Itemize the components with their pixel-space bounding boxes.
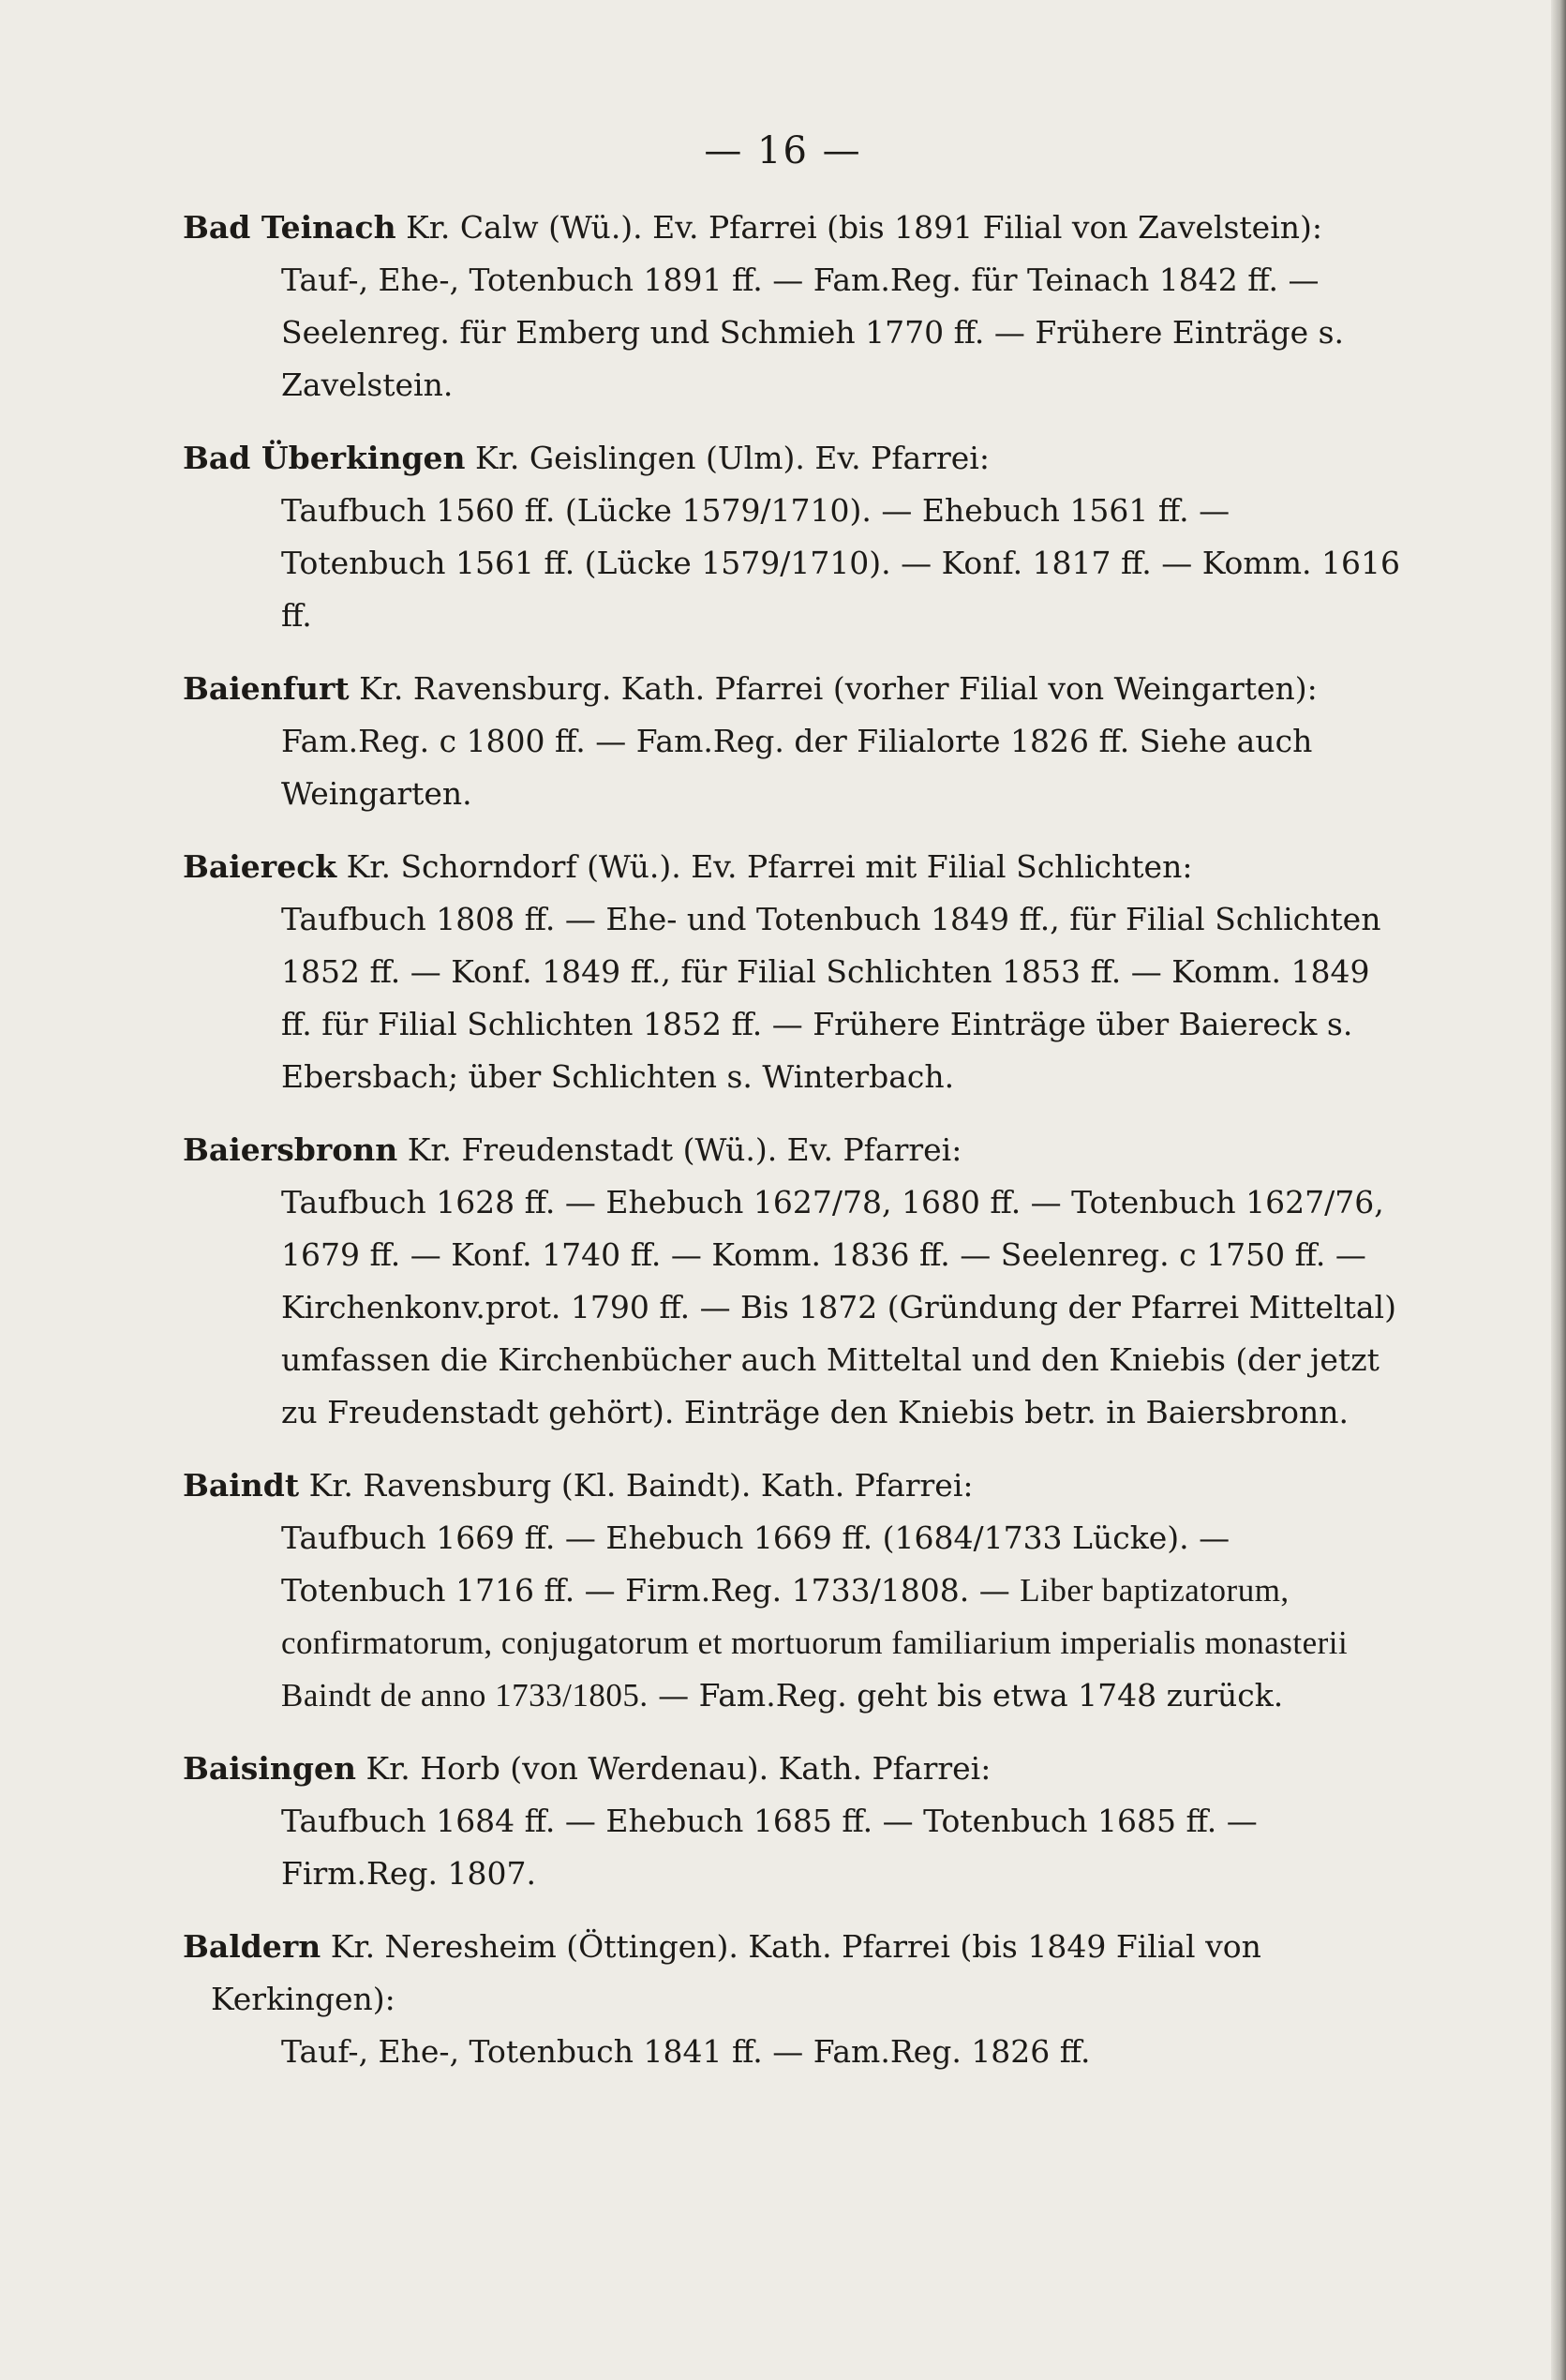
entry-heading <box>183 1743 1401 1795</box>
entry-heading <box>183 432 1401 485</box>
entry-heading <box>183 1124 1401 1176</box>
entry-bad-teinach <box>183 202 1401 412</box>
entry-heading <box>183 1459 1401 1512</box>
entry-heading <box>183 1921 1401 2026</box>
entry-description: Kr. Calw (Wü.). Ev. Pfarrei (bis 1891 Filial von Zavelstein): <box>406 209 1323 246</box>
entry-baindt <box>183 1459 1401 1722</box>
entry-description: Kr. Freudenstadt (Wü.). Ev. Pfarrei: <box>407 1131 962 1168</box>
entry-records <box>281 1512 1401 1722</box>
place-name: Baisingen <box>183 1750 356 1787</box>
entry-baisingen <box>183 1743 1401 1900</box>
latin-title: Liber baptizatorum, confirmatorum, conjugatorum et mortuorum familiarium imperialis monasterii Baindt de anno 1733/1805. <box>281 1572 1349 1714</box>
entry-records: Taufbuch 1560 ff. (Lücke 1579/1710). — Ehebuch 1561 ff. — Totenbuch 1561 ff. (Lücke 1579/1710). — Konf. 1817 ff. — Komm. 1616 ff. <box>281 492 1400 634</box>
place-name: Bad Teinach <box>183 209 396 246</box>
entry-baiersbronn <box>183 1124 1401 1439</box>
entry-records: Tauf-, Ehe-, Totenbuch 1841 ff. — Fam.Reg. 1826 ff. <box>281 2033 1091 2070</box>
entry-description: Kr. Geislingen (Ulm). Ev. Pfarrei: <box>475 440 990 476</box>
place-name: Baindt <box>183 1467 300 1504</box>
place-name: Bad Überkingen <box>183 440 466 476</box>
entry-records: Taufbuch 1684 ff. — Ehebuch 1685 ff. — Totenbuch 1685 ff. — Firm.Reg. 1807. <box>281 1803 1258 1892</box>
entry-baldern <box>183 1921 1401 2078</box>
entry-heading <box>183 663 1401 715</box>
entry-bad-ueberkingen <box>183 432 1401 642</box>
records-text-end: — Fam.Reg. geht bis etwa 1748 zurück. <box>648 1677 1284 1714</box>
place-name: Baiereck <box>183 848 337 885</box>
entry-records: Taufbuch 1808 ff. — Ehe- und Totenbuch 1849 ff., für Filial Schlichten 1852 ff. — Konf. 1849 ff., für Filial Schlichten 1853 ff. — Komm. 1849 ff. für Filial Schlichten 1852 ff. — Frühere Einträge über Baiereck s. Ebersbach; über Schlichten s. Winterbach. <box>281 901 1381 1095</box>
place-name: Baienfurt <box>183 670 350 707</box>
records-text: Taufbuch 1669 ff. — Ehebuch 1669 ff. (1684/1733 Lücke). — Totenbuch 1716 ff. — Firm.Reg. 1733/1808. — <box>281 1519 1230 1609</box>
entry-heading <box>183 202 1401 254</box>
entry-description: Kr. Horb (von Werdenau). Kath. Pfarrei: <box>365 1750 992 1787</box>
page-edge <box>1551 0 1566 2380</box>
entry-description: Kr. Ravensburg (Kl. Baindt). Kath. Pfarrei: <box>308 1467 974 1504</box>
entry-description: Kr. Ravensburg. Kath. Pfarrei (vorher Filial von Weingarten): <box>359 670 1318 707</box>
entry-description: Kr. Schorndorf (Wü.). Ev. Pfarrei mit Filial Schlichten: <box>346 848 1193 885</box>
place-name: Baiersbronn <box>183 1131 398 1168</box>
register-text <box>183 202 1401 2099</box>
entry-records: Tauf-, Ehe-, Totenbuch 1891 ff. — Fam.Reg. für Teinach 1842 ff. — Seelenreg. für Emberg und Schmieh 1770 ff. — Frühere Einträge s. Zavelstein. <box>281 262 1345 403</box>
entry-heading <box>183 841 1401 893</box>
entry-baienfurt <box>183 663 1401 820</box>
place-name: Baldern <box>183 1928 321 1965</box>
entry-description: Kr. Neresheim (Öttingen). Kath. Pfarrei (bis 1849 Filial von Kerkingen): <box>211 1928 1261 2017</box>
entry-records: Taufbuch 1628 ff. — Ehebuch 1627/78, 1680 ff. — Totenbuch 1627/76, 1679 ff. — Konf. 1740 ff. — Komm. 1836 ff. — Seelenreg. c 1750 ff. — Kirchenkonv.prot. 1790 ff. — Bis 1872 (Gründung der Pfarrei Mitteltal) umfassen die Kirchenbücher auch Mitteltal und den Kniebis (der jetzt zu Freudenstadt gehört). Einträge den Kniebis betr. in Baiersbronn. <box>281 1184 1396 1430</box>
page-number: — 16 — <box>704 129 862 172</box>
entry-records: Fam.Reg. c 1800 ff. — Fam.Reg. der Filialorte 1826 ff. Siehe auch Weingarten. <box>281 723 1313 812</box>
entry-baiereck <box>183 841 1401 1103</box>
